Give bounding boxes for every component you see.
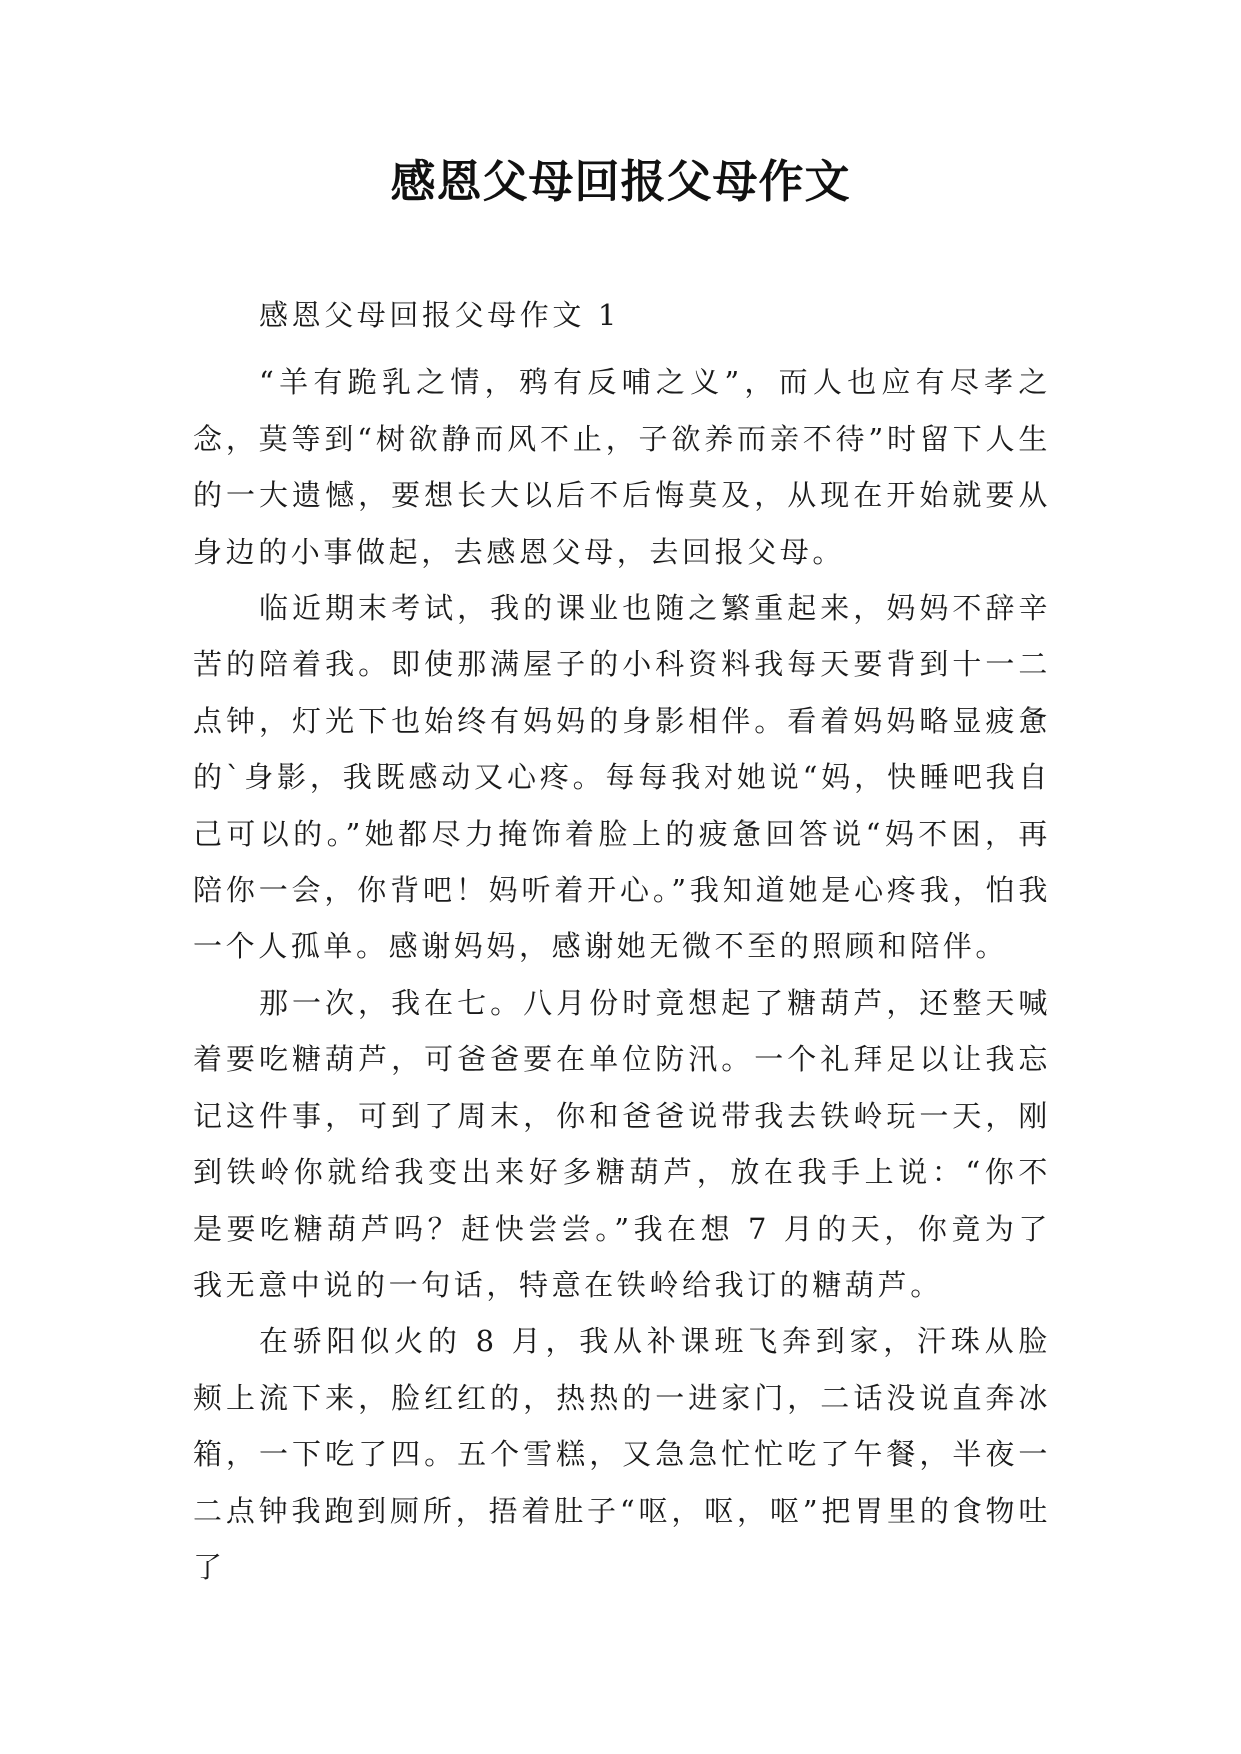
document-title: 感恩父母回报父母作文 (390, 155, 851, 208)
paragraph-1: “羊有跪乳之情，鸦有反哺之义”，而人也应有尽孝之念，莫等到“树欲静而风不止，子欲养而亲不待”时留下人生的一大遗憾，要想长大以后不后悔莫及，从现在开始就要从身边的小事做起，去感恩父母，去回报父母。 (193, 365, 1051, 569)
document-body (193, 287, 1051, 1595)
paragraph-3: 那一次，我在七。八月份时竟想起了糖葫芦，还整天喊着要吃糖葫芦，可爸爸要在单位防汛。一个礼拜足以让我忘记这件事，可到了周末，你和爸爸说带我去铁岭玩一天，刚到铁岭你就给我变出来好多糖葫芦，放在我手上说：“你不是要吃糖葫芦吗？赶快尝尝。”我在想 7 月的天，你竟为了我无意中说的一句话，特意在铁岭给我订的糖葫芦。 (193, 985, 1051, 1302)
paragraph-4: 在骄阳似火的 8 月，我从补课班飞奔到家，汗珠从脸颊上流下来，脸红红的，热热的一进家门，二话没说直奔冰箱，一下吃了四。五个雪糕，又急急忙忙吃了午餐，半夜一二点钟我跑到厕所，捂着肚子“呕，呕，呕”把胃里的食物吐了 (193, 1324, 1051, 1584)
paragraph-2: 临近期末考试，我的课业也随之繁重起来，妈妈不辞辛苦的陪着我。即使那满屋子的小科资料我每天要背到十一二点钟，灯光下也始终有妈妈的身影相伴。看着妈妈略显疲惫的`身影，我既感动又心疼。每每我对她说“妈，快睡吧我自己可以的。”她都尽力掩饰着脸上的疲惫回答说“妈不困，再陪你一会，你背吧！妈听着开心。”我知道她是心疼我，怕我一个人孤单。感谢妈妈，感谢她无微不至的照顾和陪伴。 (193, 591, 1051, 964)
essay-subtitle: 感恩父母回报父母作文 1 (259, 298, 620, 332)
